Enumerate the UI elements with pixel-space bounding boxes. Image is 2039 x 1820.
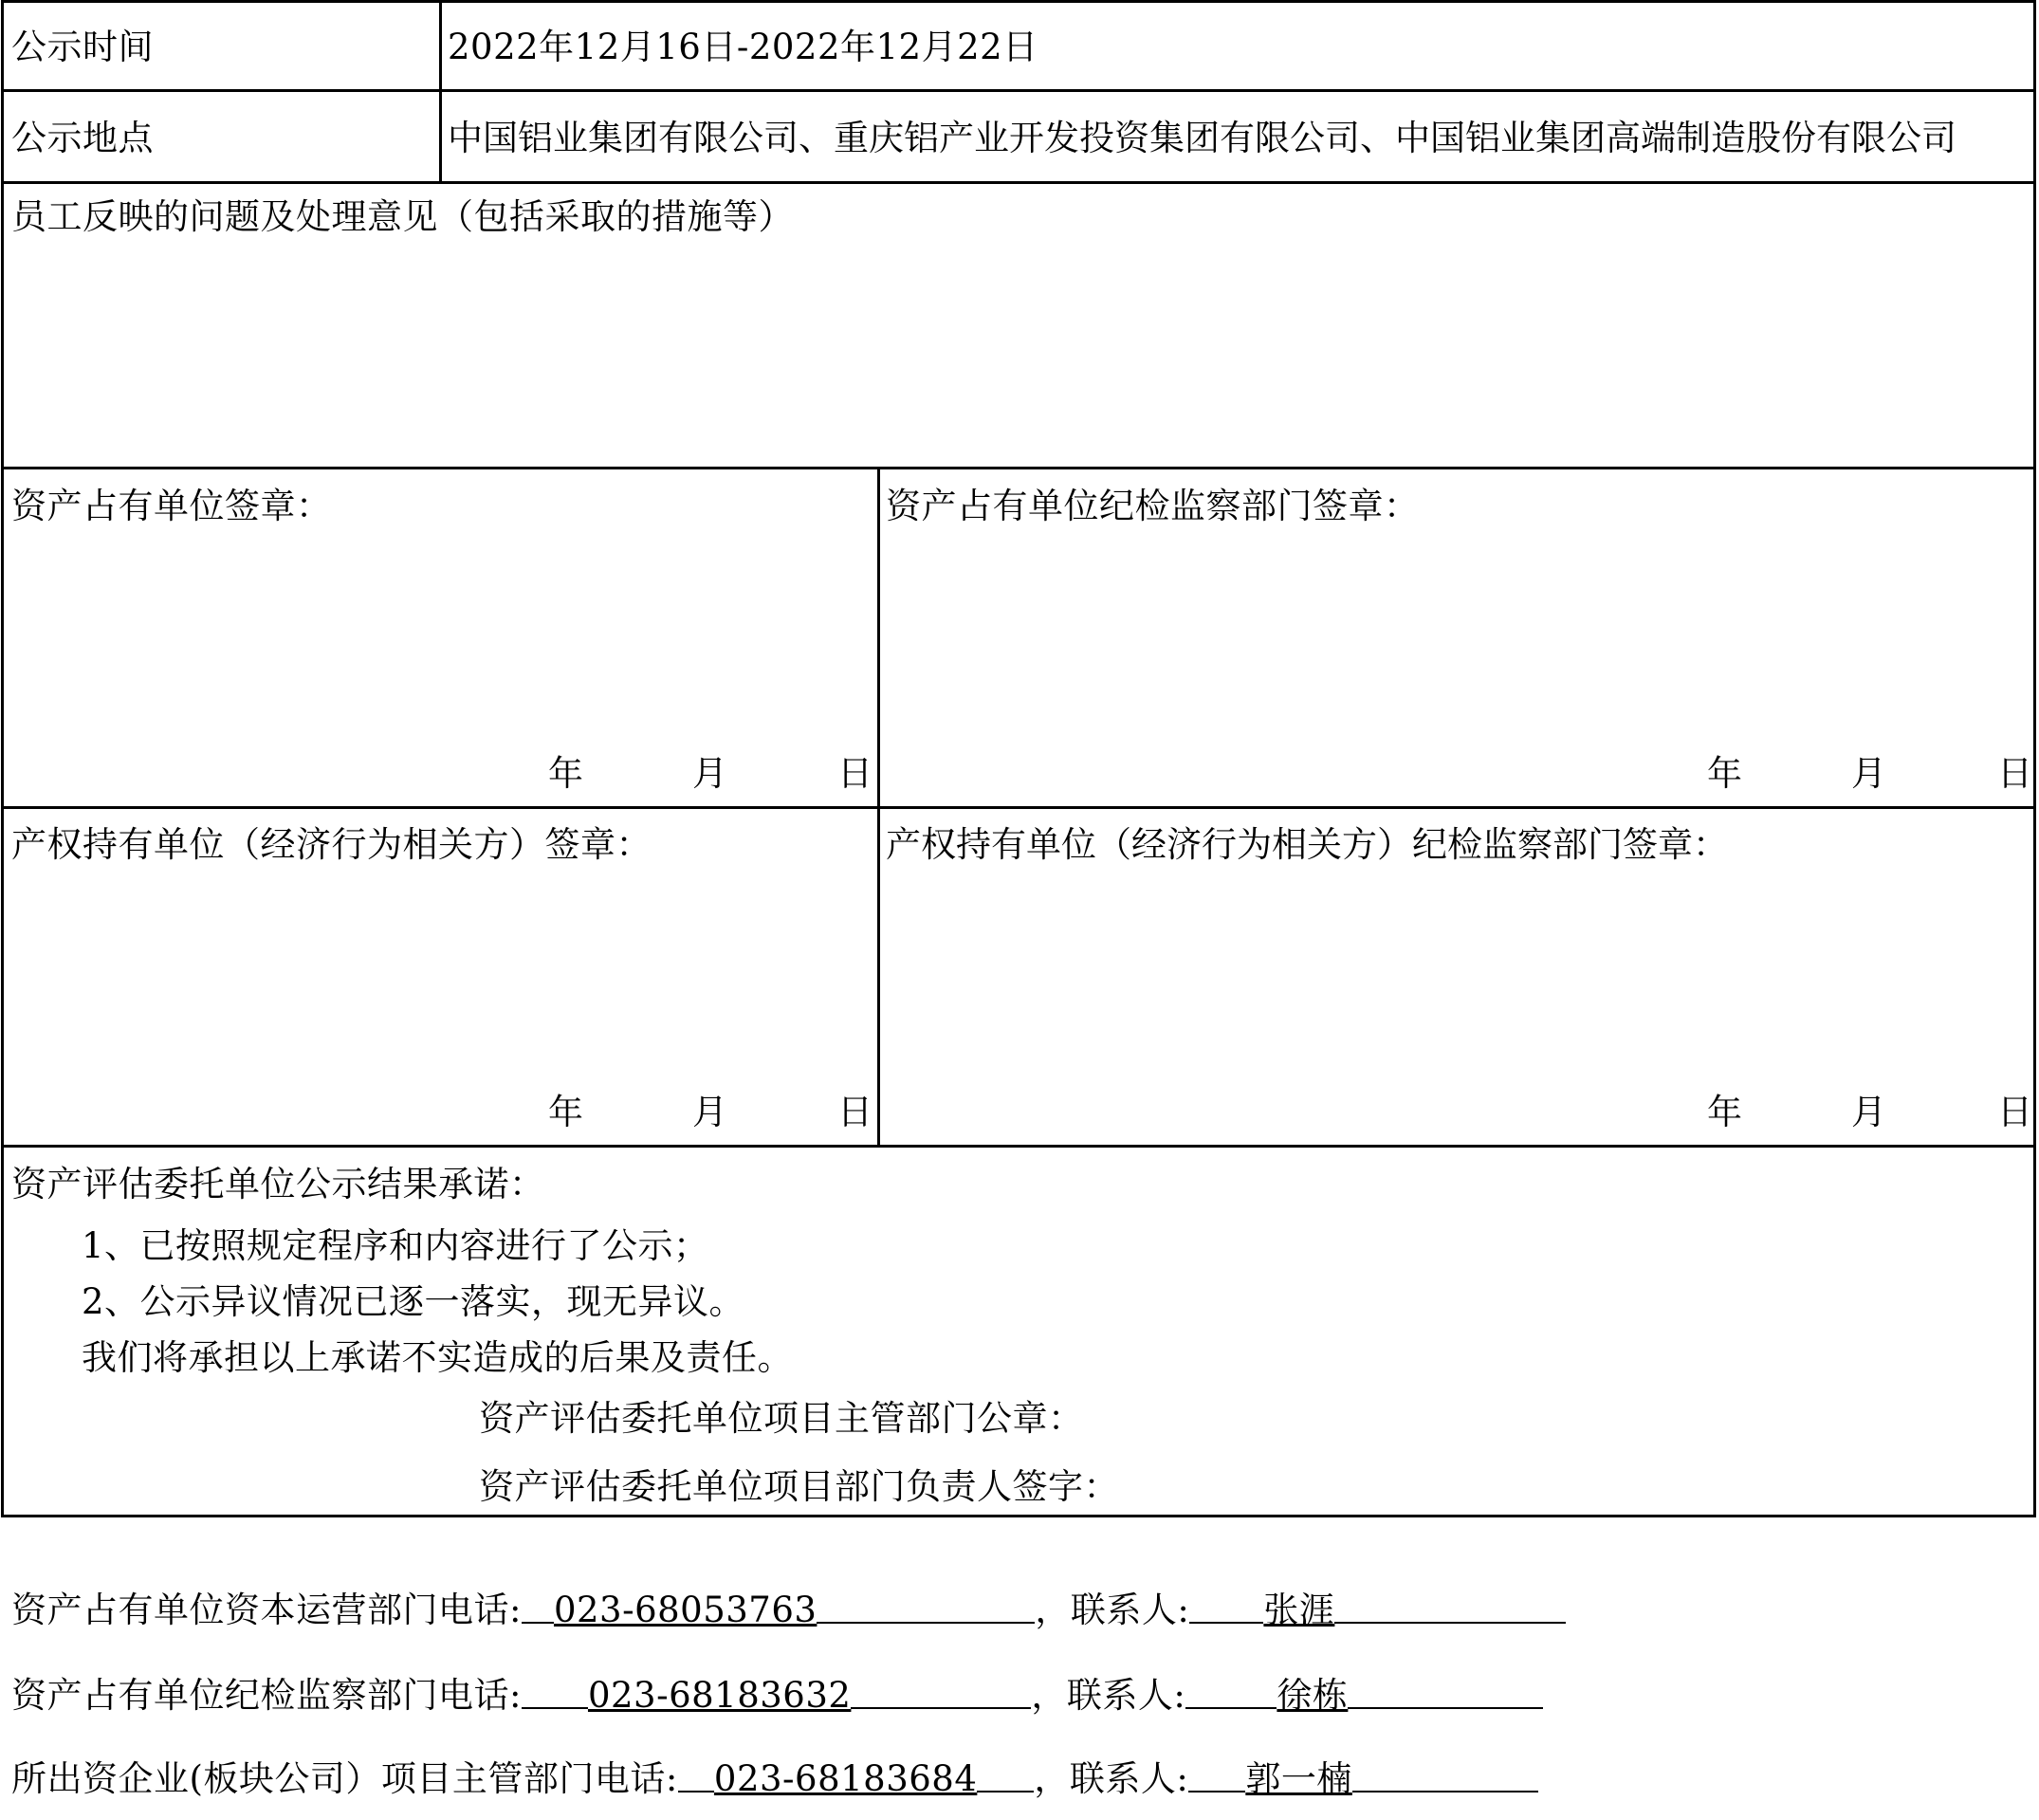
contact-person-label: ，联系人: (1034, 1758, 1189, 1799)
date-month: 月 (1851, 1092, 1886, 1132)
holder-signature-label: 资产占有单位签章： (11, 486, 332, 526)
contact-line-2 (11, 1675, 1543, 1717)
commitment-title: 资产评估委托单位公示结果承诺： (11, 1164, 545, 1204)
owner-discipline-signature-label: 产权持有单位（经济行为相关方）纪检监察部门签章： (886, 824, 1728, 865)
column-divider (439, 0, 442, 184)
date-month: 月 (1851, 753, 1886, 794)
commitment-item-1: 1、已按照规定程序和内容进行了公示； (82, 1225, 709, 1266)
row-divider (1, 806, 2036, 809)
date-day: 日 (1997, 753, 2032, 794)
contact-phone: 023-68183632 (587, 1675, 852, 1716)
date-year: 年 (548, 753, 583, 794)
row-divider (1, 467, 2036, 469)
publicity-time-label: 公示时间 (11, 27, 154, 67)
contact-label: 资产占有单位资本运营部门电话: (11, 1590, 522, 1630)
contact-phone: 023-68183684 (713, 1758, 978, 1799)
date-day: 日 (837, 753, 873, 794)
column-divider (877, 467, 880, 1148)
date-day: 日 (837, 1092, 873, 1132)
publicity-place-value: 中国铝业集团有限公司、重庆铝产业开发投资集团有限公司、中国铝业集团高端制造股份有限公司 (448, 118, 1956, 158)
commitment-item-2: 2、公示异议情况已逐一落实，现无异议。 (82, 1281, 745, 1322)
date-year: 年 (1707, 753, 1742, 794)
contact-label: 所出资企业(板块公司）项目主管部门电话: (11, 1758, 678, 1799)
commitment-statement: 我们将承担以上承诺不实造成的后果及责任。 (82, 1337, 793, 1378)
date-year: 年 (1707, 1092, 1742, 1132)
contact-line-1 (11, 1590, 1566, 1631)
date-year: 年 (548, 1092, 583, 1132)
holder-discipline-signature-label: 资产占有单位纪检监察部门签章： (886, 486, 1420, 526)
contact-person-label: ，联系人: (1031, 1675, 1186, 1716)
date-month: 月 (692, 1092, 727, 1132)
contact-person-label: ，联系人: (1035, 1590, 1190, 1630)
owner-signature-label: 产权持有单位（经济行为相关方）签章： (11, 824, 652, 865)
contact-person-name: 张涯 (1263, 1590, 1335, 1630)
contact-line-3 (11, 1758, 1538, 1800)
contact-person-name: 徐栋 (1277, 1675, 1349, 1716)
row-divider (1, 181, 2036, 184)
responsible-person-sign-line: 资产评估委托单位项目部门负责人签字： (479, 1466, 1119, 1507)
date-day: 日 (1997, 1092, 2032, 1132)
contact-label: 资产占有单位纪检监察部门电话: (11, 1675, 522, 1716)
row-divider (1, 1145, 2036, 1148)
date-month: 月 (692, 753, 727, 794)
publicity-time-value: 2022年12月16日-2022年12月22日 (448, 27, 1038, 67)
contact-person-name: 郭一楠 (1245, 1758, 1352, 1799)
row-divider (1, 89, 2036, 92)
contact-phone: 023-68053763 (553, 1590, 817, 1630)
feedback-label: 员工反映的问题及处理意见（包括采取的措施等） (11, 196, 794, 237)
department-seal-line: 资产评估委托单位项目主管部门公章： (479, 1398, 1084, 1439)
publicity-place-label: 公示地点 (11, 118, 154, 158)
